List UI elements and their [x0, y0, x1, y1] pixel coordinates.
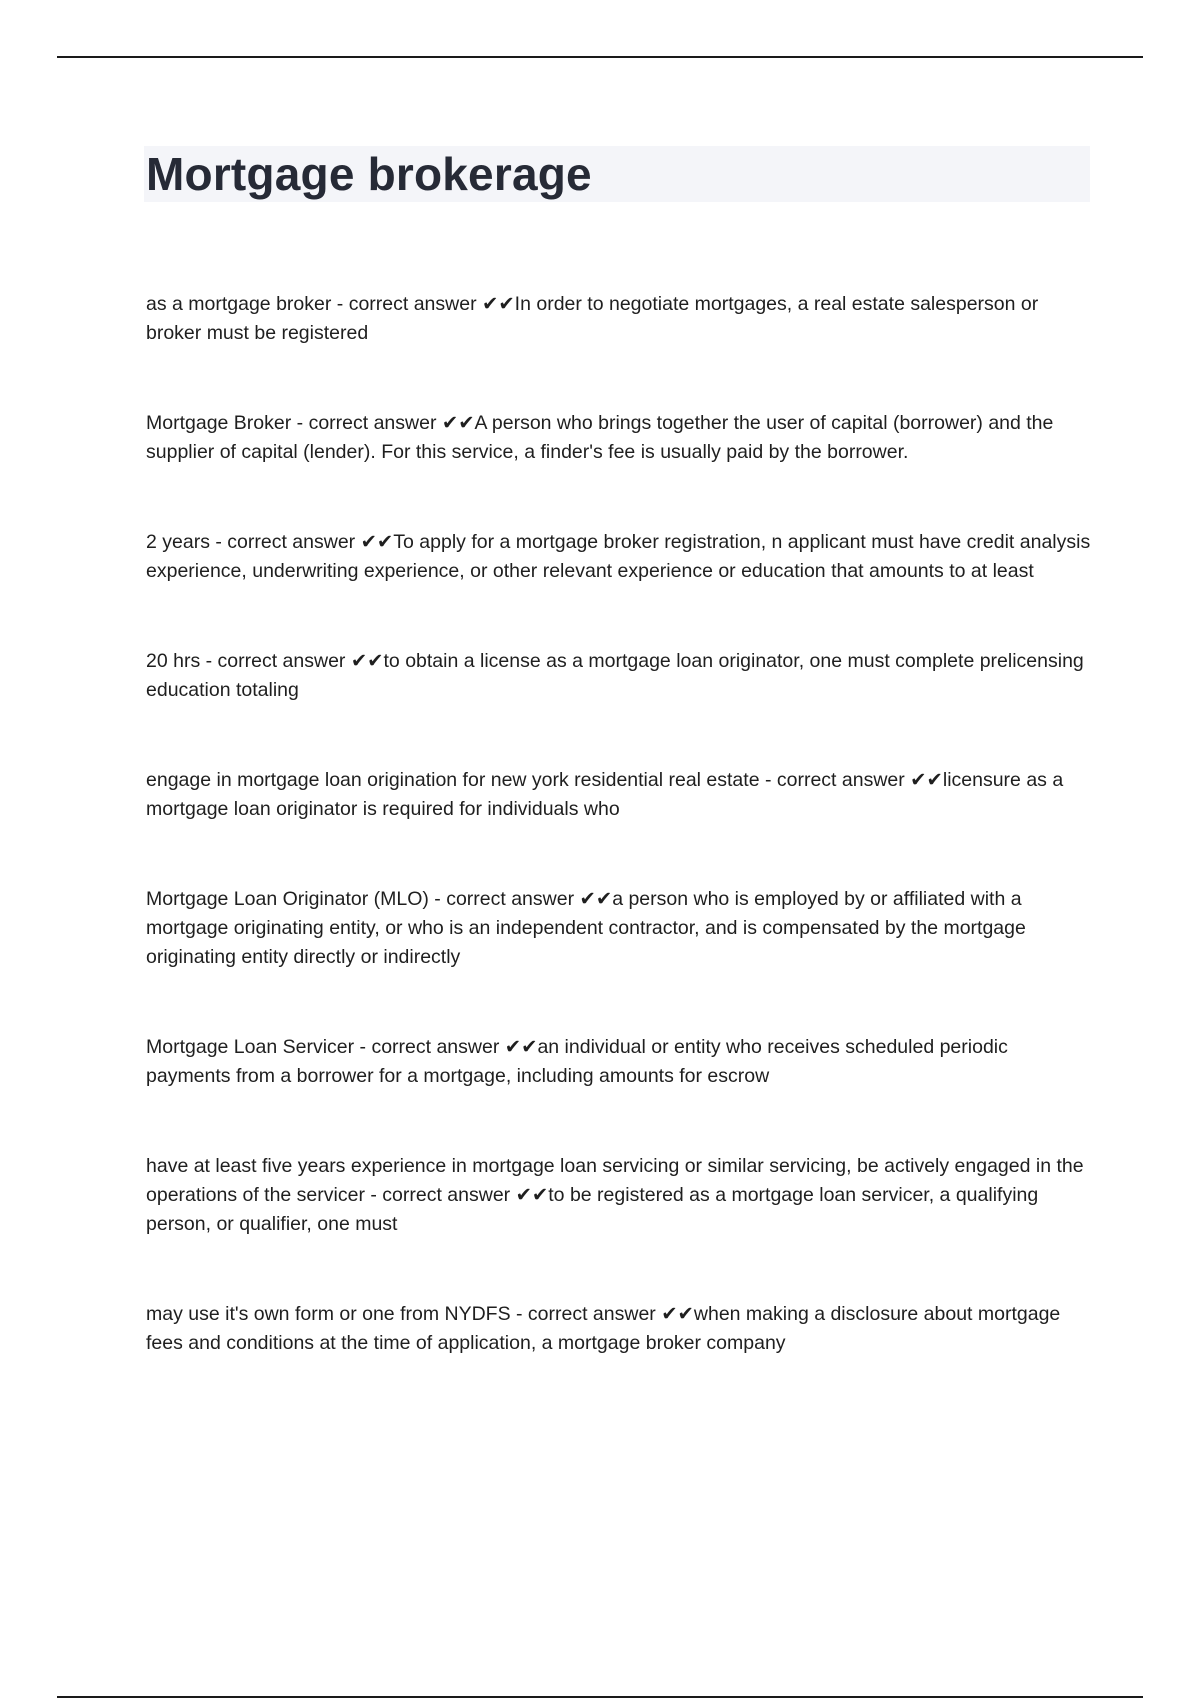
card-separator: - correct answer — [200, 650, 351, 672]
flashcard-item — [146, 409, 1096, 467]
card-term: Mortgage Loan Servicer — [146, 1036, 355, 1058]
flashcard-item — [146, 1300, 1096, 1358]
card-separator: - correct answer — [354, 1036, 505, 1058]
check-mark-icon: ✔✔ — [515, 1184, 549, 1206]
card-separator: - correct answer — [759, 769, 911, 791]
check-mark-icon: ✔✔ — [360, 531, 394, 553]
card-definition: to obtain a license as a mortgage loan originator, one must complete prelicensing education totaling — [146, 650, 1084, 701]
card-definition: when making a disclosure about mortgage fees and conditions at the time of application, a mortgage broker company — [146, 1303, 1061, 1354]
card-term: may use it's own form or one from NYDFS — [146, 1303, 511, 1325]
check-mark-icon: ✔✔ — [910, 769, 943, 791]
card-definition: To apply for a mortgage broker registration, n applicant must have credit analysis experience, underwriting experience, or other relevant experience or education that amounts to at least — [146, 531, 1091, 582]
check-mark-icon: ✔✔ — [504, 1036, 538, 1058]
flashcard-item — [146, 1152, 1096, 1239]
card-definition: In order to negotiate mortgages, a real estate salesperson or broker must be registered — [146, 293, 1039, 344]
card-definition: to be registered as a mortgage loan servicer, a qualifying person, or qualifier, one must — [146, 1184, 1039, 1235]
check-mark-icon: ✔✔ — [579, 888, 613, 910]
top-rule — [57, 56, 1143, 58]
card-separator: - correct answer — [364, 1184, 516, 1206]
card-term: have at least five years experience in mortgage loan servicing or similar servicing, be actively engaged in the operations of the servicer — [146, 1155, 1084, 1206]
card-definition: a person who is employed by or affiliated with a mortgage originating entity, or who is an independent contractor, and is compensated by the mortgage originating entity directly or indirectly — [146, 888, 1026, 968]
card-term: Mortgage Broker — [146, 412, 292, 434]
card-term: as a mortgage broker — [146, 293, 332, 315]
flashcard-item — [146, 290, 1096, 348]
card-separator: - correct answer — [331, 293, 482, 315]
card-definition: A person who brings together the user of capital (borrower) and the supplier of capital (lender). For this service, a finder's fee is usually paid by the borrower. — [146, 412, 1054, 463]
check-mark-icon: ✔✔ — [481, 293, 515, 315]
card-definition: an individual or entity who receives scheduled periodic payments from a borrower for a mortgage, including amounts for escrow — [146, 1036, 1008, 1087]
card-definition: licensure as a mortgage loan originator is required for individuals who — [146, 769, 1064, 820]
card-term: Mortgage Loan Originator (MLO) — [146, 888, 429, 910]
check-mark-icon: ✔✔ — [661, 1303, 694, 1325]
check-mark-icon: ✔✔ — [441, 412, 475, 434]
card-separator: - correct answer — [209, 531, 361, 553]
bottom-rule — [57, 1696, 1143, 1698]
flashcard-item — [146, 647, 1096, 705]
check-mark-icon: ✔✔ — [350, 650, 384, 672]
card-term: engage in mortgage loan origination for new york residential real estate — [146, 769, 760, 791]
flashcard-item — [146, 1033, 1096, 1091]
flashcard-item — [146, 766, 1096, 824]
page-title: Mortgage brokerage — [146, 148, 592, 200]
flashcard-item — [146, 528, 1096, 586]
card-separator: - correct answer — [291, 412, 442, 434]
card-separator: - correct answer — [510, 1303, 662, 1325]
card-separator: - correct answer — [428, 888, 580, 910]
flashcard-item — [146, 885, 1096, 972]
card-term: 2 years — [146, 531, 210, 553]
flashcard-list — [146, 290, 1096, 1419]
card-term: 20 hrs — [146, 650, 201, 672]
